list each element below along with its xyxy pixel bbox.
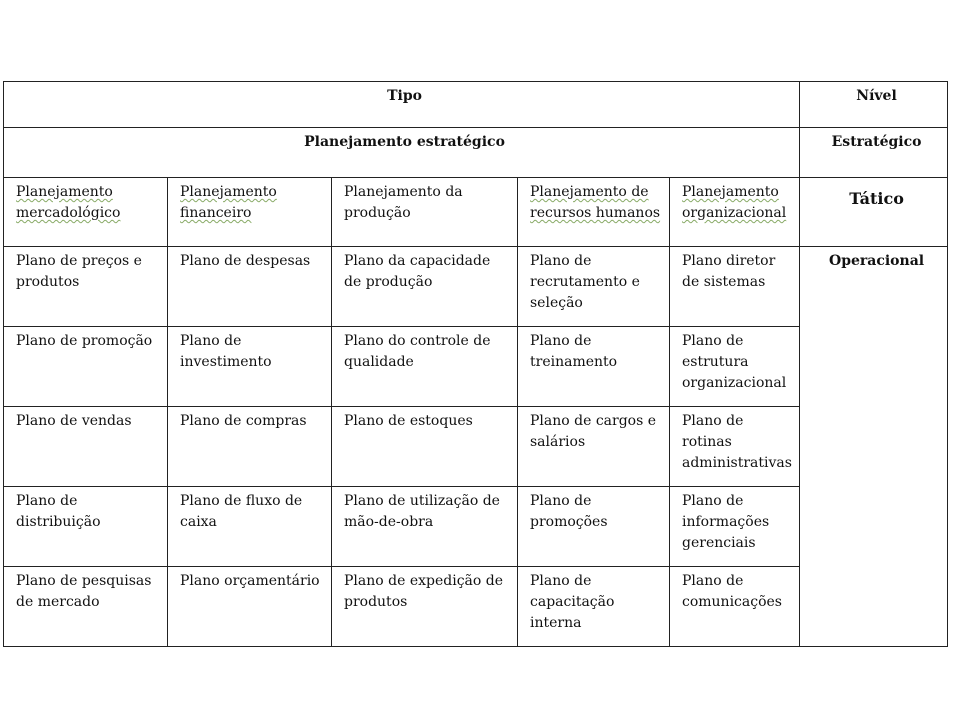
table-row [4, 247, 948, 327]
table-cell: Plano de distribuição [4, 487, 168, 567]
table-cell: Plano de capacitação interna [518, 567, 670, 647]
planning-table [3, 81, 948, 647]
table-cell: Plano de fluxo de caixa [168, 487, 332, 567]
table-cell: Planejamento financeiro [168, 178, 332, 247]
table-cell: Plano de comunicações [670, 567, 800, 647]
table-cell: Plano de utilização de mão-de-obra [332, 487, 518, 567]
table-cell: Plano de expedição de produtos [332, 567, 518, 647]
header-row [4, 82, 948, 128]
table-cell: Plano orçamentário [168, 567, 332, 647]
table-cell: Plano de pesquisas de mercado [4, 567, 168, 647]
table-cell: Plano de promoção [4, 327, 168, 407]
tipo-header: Tipo [4, 82, 800, 128]
table-cell: Plano da capacidade de produção [332, 247, 518, 327]
strategic-row [4, 128, 948, 178]
tactical-level-cell: Tático [800, 178, 948, 247]
table-cell: Plano de estoques [332, 407, 518, 487]
table-cell: Planejamento da produção [332, 178, 518, 247]
table-cell: Plano de compras [168, 407, 332, 487]
table-cell: Plano de preços e produtos [4, 247, 168, 327]
table-cell: Plano de recrutamento e seleção [518, 247, 670, 327]
tactical-row [4, 178, 948, 247]
table-cell: Plano de informações gerenciais [670, 487, 800, 567]
operational-level-cell: Operacional [800, 247, 948, 647]
table-cell: Plano diretor de sistemas [670, 247, 800, 327]
table-cell: Plano de rotinas administrativas [670, 407, 800, 487]
table-cell: Plano de treinamento [518, 327, 670, 407]
table-cell: Plano do controle de qualidade [332, 327, 518, 407]
strategic-level-cell: Estratégico [800, 128, 948, 178]
table-cell: Planejamento de recursos humanos [518, 178, 670, 247]
strategic-plan-cell: Planejamento estratégico [4, 128, 800, 178]
table-cell: Plano de investimento [168, 327, 332, 407]
table-cell: Planejamento mercadológico [4, 178, 168, 247]
table-cell: Plano de cargos e salários [518, 407, 670, 487]
table-cell: Plano de estrutura organizacional [670, 327, 800, 407]
table-cell: Planejamento organizacional [670, 178, 800, 247]
table-cell: Plano de promoções [518, 487, 670, 567]
table-cell: Plano de despesas [168, 247, 332, 327]
table-cell: Plano de vendas [4, 407, 168, 487]
nivel-header: Nível [800, 82, 948, 128]
